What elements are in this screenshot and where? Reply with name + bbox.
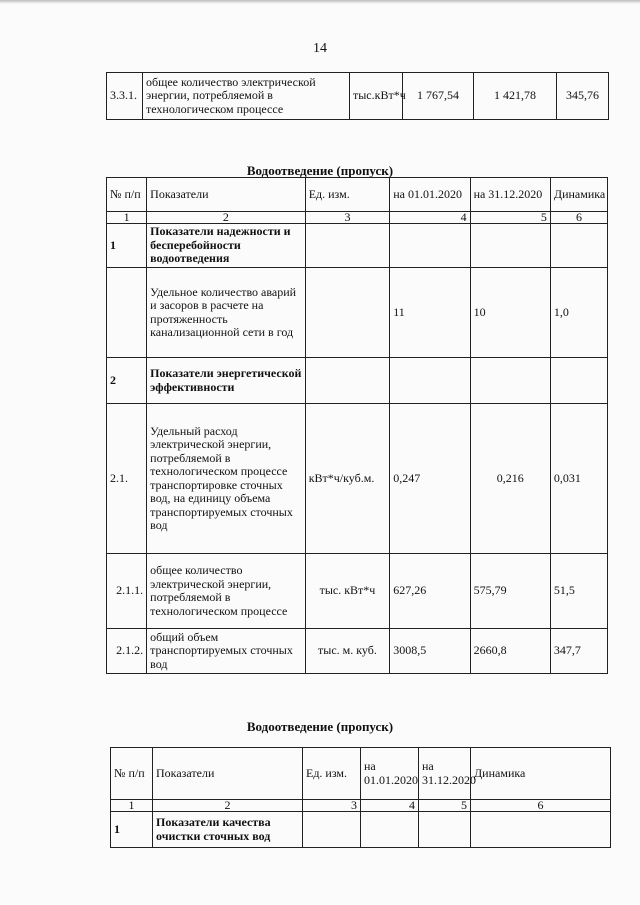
row-value-end: 0,216 (470, 404, 550, 554)
col-number: 1 (107, 212, 147, 224)
row-value-end: 575,79 (470, 554, 550, 629)
table-header-row (111, 748, 611, 800)
table-row (107, 554, 608, 629)
row-value-dynamics: 345,76 (557, 73, 609, 120)
row-value-dynamics: 347,7 (550, 629, 607, 674)
table1 (106, 177, 608, 674)
col-number: 3 (303, 800, 361, 812)
col-number: 2 (153, 800, 303, 812)
table-row (111, 812, 611, 848)
column-number-row (107, 212, 608, 224)
header-end: на 31.12.2020 (470, 178, 550, 212)
row-value-end (419, 812, 471, 848)
header-name: Показатели (153, 748, 303, 800)
row-unit (305, 224, 390, 268)
header-unit: Ед. изм. (303, 748, 361, 800)
row-value-start: 3008,5 (390, 629, 470, 674)
row-name: общее количество электрической энергии, потребляемой в технологическом процессе (147, 554, 306, 629)
row-name: Удельное количество аварий и засоров в расчете на протяженность канализационной сети в год (147, 268, 306, 358)
table-row (107, 404, 608, 554)
row-value-dynamics (471, 812, 611, 848)
table-header-row (107, 178, 608, 212)
row-number: 3.3.1. (107, 73, 143, 120)
row-value-dynamics (550, 224, 607, 268)
row-value-end: 2660,8 (470, 629, 550, 674)
row-number: 2.1. (107, 404, 147, 554)
row-number: 1 (111, 812, 153, 848)
row-value-start (361, 812, 419, 848)
row-name: Показатели надежности и бесперебойности водоотведения (147, 224, 306, 268)
row-unit: тыс.кВт*ч (350, 73, 403, 120)
header-start: на 01.01.2020 (390, 178, 470, 212)
row-number: 1 (107, 224, 147, 268)
row-unit (305, 268, 390, 358)
row-name: Показатели качества очистки сточных вод (153, 812, 303, 848)
header-name: Показатели (147, 178, 306, 212)
scan-edge (0, 0, 640, 4)
row-value-start (390, 358, 470, 404)
row-value-dynamics: 51,5 (550, 554, 607, 629)
col-number: 3 (305, 212, 390, 224)
row-number: 2 (107, 358, 147, 404)
page-number: 14 (313, 41, 327, 56)
table-row (107, 629, 608, 674)
row-value-start: 0,247 (390, 404, 470, 554)
row-number (107, 268, 147, 358)
table-row (107, 358, 608, 404)
row-name: общий объем транспортируемых сточных вод (147, 629, 306, 674)
row-number: 2.1.1. (107, 554, 147, 629)
row-value-end (470, 358, 550, 404)
row-unit: кВт*ч/куб.м. (305, 404, 390, 554)
header-end: на 31.12.2020 (419, 748, 471, 800)
header-num: № п/п (111, 748, 153, 800)
col-number: 5 (470, 212, 550, 224)
header-dynamics: Динамика (471, 748, 611, 800)
table-row (107, 224, 608, 268)
row-name: Показатели энергетической эффективности (147, 358, 306, 404)
row-value-dynamics: 1,0 (550, 268, 607, 358)
row-value-end (470, 224, 550, 268)
row-unit: тыс. кВт*ч (305, 554, 390, 629)
row-name: общее количество электрической энергии, потребляемой в технологическом процессе (143, 73, 350, 120)
col-number: 4 (361, 800, 419, 812)
table2-title: Водоотведение (пропуск) (246, 719, 394, 734)
table-row (107, 268, 608, 358)
header-num: № п/п (107, 178, 147, 212)
row-name: Удельный расход электрической энергии, потребляемой в технологическом процессе транспортировке сточных вод, на единицу объема транспортируемых сточных вод (147, 404, 306, 554)
col-number: 1 (111, 800, 153, 812)
row-number: 2.1.2. (107, 629, 147, 674)
col-number: 4 (390, 212, 470, 224)
row-value-end: 1 421,78 (474, 73, 557, 120)
row-value-start: 1 767,54 (403, 73, 474, 120)
header-unit: Ед. изм. (305, 178, 390, 212)
col-number: 2 (147, 212, 306, 224)
row-value-start: 11 (390, 268, 470, 358)
col-number: 6 (550, 212, 607, 224)
row-unit (303, 812, 361, 848)
table2 (110, 747, 611, 848)
row-value-end: 10 (470, 268, 550, 358)
row-value-dynamics (550, 358, 607, 404)
header-start: на 01.01.2020 (361, 748, 419, 800)
col-number: 6 (471, 800, 611, 812)
column-number-row (111, 800, 611, 812)
table-row (107, 73, 609, 120)
header-dynamics: Динамика (550, 178, 607, 212)
row-value-start (390, 224, 470, 268)
continuation-table (106, 72, 609, 120)
row-unit: тыс. м. куб. (305, 629, 390, 674)
table1-title: Водоотведение (пропуск) (246, 163, 394, 178)
row-unit (305, 358, 390, 404)
col-number: 5 (419, 800, 471, 812)
row-value-start: 627,26 (390, 554, 470, 629)
row-value-dynamics: 0,031 (550, 404, 607, 554)
